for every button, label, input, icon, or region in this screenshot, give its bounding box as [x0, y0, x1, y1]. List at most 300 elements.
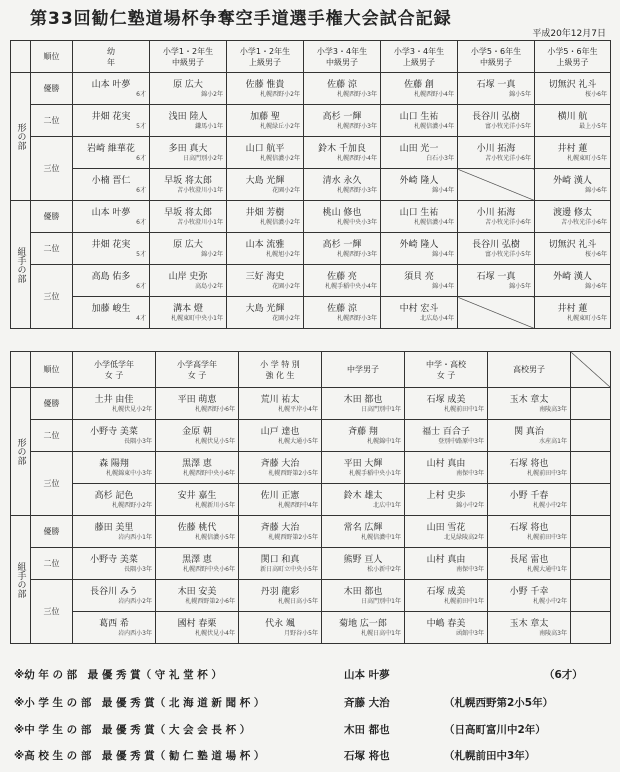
competitor-name: 原 広大 — [173, 79, 203, 90]
entry-cell — [381, 169, 458, 201]
competitor-name: 黒澤 恵 — [182, 458, 212, 469]
entry-cell — [458, 137, 535, 169]
competitor-school: 札幌錦中1年 — [367, 437, 401, 445]
competitor-name: 横川 航 — [557, 111, 588, 122]
competitor-name: 小野 千幸 — [509, 586, 549, 597]
category-header — [239, 352, 322, 388]
competitor-school: 長隅小3年 — [124, 565, 152, 573]
entry-cell — [150, 169, 227, 201]
entry-cell — [73, 233, 150, 265]
entry-cell — [156, 452, 239, 484]
competitor-name: 藤田 美里 — [94, 522, 134, 533]
competitor-name: 丹羽 龍彩 — [260, 586, 300, 597]
competitor-school: 札幌前田中3年 — [527, 469, 567, 477]
competitor-school: 錦小6年 — [585, 186, 607, 194]
entry-cell — [381, 201, 458, 233]
competitor-school: 札幌信濃小4年 — [414, 122, 454, 130]
table-row — [11, 265, 611, 297]
competitor-school: 札幌錦東中小3年 — [106, 469, 152, 477]
place-label: 三位 — [31, 265, 73, 329]
entry-cell — [405, 420, 488, 452]
competitor-name: 関口 和真 — [260, 554, 300, 565]
entry-cell — [239, 452, 322, 484]
award-note: （札幌前田中3年） — [444, 750, 536, 762]
competitor-name: 桃山 修也 — [322, 207, 362, 218]
competitor-school: 札幌前田中3年 — [527, 533, 567, 541]
entry-cell — [381, 73, 458, 105]
entry-cell — [156, 484, 239, 516]
competitor-school: 5才 — [136, 122, 146, 130]
entry-cell — [304, 265, 381, 297]
entry-cell — [458, 201, 535, 233]
entry-cell — [535, 297, 611, 329]
competitor-name: 大島 光輝 — [245, 175, 285, 186]
competitor-school: 苫小牧光洋小6年 — [485, 218, 531, 226]
entry-cell — [488, 452, 571, 484]
competitor-school: 札幌大通中1年 — [527, 565, 567, 573]
competitor-name: 石塚 成美 — [426, 394, 466, 405]
competitor-school: 6才 — [136, 186, 146, 194]
award-row-middle-school — [14, 722, 610, 740]
entry-cell — [239, 516, 322, 548]
entry-cell — [322, 548, 405, 580]
competitor-school: 高島小2年 — [195, 282, 223, 290]
competitor-school: 札幌西野中央小6年 — [183, 469, 235, 477]
competitor-school: 札幌信濃小4年 — [414, 218, 454, 226]
competitor-name: 木田 都也 — [343, 586, 383, 597]
competitor-name: 佐藤 創 — [404, 79, 434, 90]
competitor-name: 菊地 広一郎 — [339, 618, 387, 629]
place-label: 二位 — [31, 105, 73, 137]
competitor-name: 平田 大輝 — [343, 458, 383, 469]
competitor-school: 札幌信濃小5年 — [195, 533, 235, 541]
competitor-name: 山岸 史弥 — [168, 271, 208, 282]
entry-cell — [322, 516, 405, 548]
place-label: 優勝 — [31, 516, 73, 548]
competitor-school: 鎌馬小1年 — [195, 122, 223, 130]
division-label: 組手の部 — [11, 201, 31, 329]
place-label: 優勝 — [31, 73, 73, 105]
table-row — [11, 137, 611, 169]
competitor-name: 中嶋 春美 — [426, 618, 466, 629]
category-class: 上級男子 — [556, 57, 589, 67]
competitor-school: 札幌手稲中央小4年 — [325, 282, 377, 290]
competitor-name: 熊野 亘人 — [343, 554, 383, 565]
competitor-name: 山本 叶夢 — [91, 79, 131, 90]
category-header — [304, 41, 381, 73]
entry-cell — [535, 137, 611, 169]
competitor-school: 錦小2年 — [201, 250, 223, 258]
category-class: 中級男子 — [480, 57, 512, 67]
competitor-school: 札幌信濃小2年 — [260, 154, 300, 162]
entry-cell — [405, 580, 488, 612]
competitor-name: 外崎 漢人 — [553, 175, 592, 186]
competitor-name: 佐藤 涼 — [327, 303, 357, 314]
entry-cell — [458, 233, 535, 265]
entry-cell — [73, 297, 150, 329]
competitor-name: 溝本 燈 — [173, 303, 203, 314]
competitor-name: 長谷川 弘樹 — [472, 239, 520, 250]
entry-cell — [322, 452, 405, 484]
entry-cell — [73, 388, 156, 420]
division-label: 組手の部 — [11, 516, 31, 644]
competitor-name: 山村 真由 — [426, 554, 466, 565]
competitor-school: 札幌伏見小5年 — [195, 437, 235, 445]
competitor-name: 佐川 正憲 — [260, 490, 300, 501]
competitor-name: 小野寺 美菜 — [90, 426, 138, 437]
competitor-school: 新日高町立中央小5年 — [260, 565, 318, 573]
entry-cell — [535, 233, 611, 265]
competitor-school: 錦小5年 — [509, 90, 531, 98]
competitor-school: 札幌東町小5年 — [567, 314, 607, 322]
competitor-name: 玉木 章太 — [509, 394, 549, 405]
competitor-school: 札幌小中2年 — [533, 501, 567, 509]
competitor-name: 山田 光一 — [399, 143, 439, 154]
table-row — [11, 169, 611, 201]
entry-cell — [322, 484, 405, 516]
competitor-name: 佐藤 桃代 — [177, 522, 217, 533]
table-row — [11, 452, 611, 484]
category-name: 中学男子 — [347, 365, 379, 374]
competitor-school: 札幌西野中4年 — [278, 501, 318, 509]
competitor-school: 日高門別中1年 — [361, 597, 401, 605]
category-class: 年 — [107, 57, 115, 67]
entry-cell — [405, 548, 488, 580]
category-header — [73, 352, 156, 388]
category-header — [458, 41, 535, 73]
competitor-school: 最上小5年 — [579, 122, 607, 130]
entry-cell — [458, 105, 535, 137]
table-row — [11, 201, 611, 233]
competitor-school: 札幌伏見小4年 — [195, 629, 235, 637]
competitor-name: 加藤 聖 — [250, 111, 280, 122]
competitor-name: 玉木 章太 — [509, 618, 549, 629]
competitor-name: 石塚 一真 — [476, 79, 516, 90]
entry-cell — [73, 612, 156, 644]
competitor-school: 岩内西小1年 — [118, 533, 152, 541]
table-row — [11, 73, 611, 105]
category-header — [488, 352, 571, 388]
entry-cell — [304, 105, 381, 137]
entry-cell — [304, 137, 381, 169]
competitor-school: 札幌平岸小4年 — [278, 405, 318, 413]
competitor-school: 富小牧光洋小5年 — [485, 122, 531, 130]
competitor-name: 黒澤 恵 — [182, 554, 212, 565]
competitor-name: 斉藤 大治 — [260, 522, 300, 533]
competitor-school: 花園小2年 — [272, 282, 300, 290]
competitor-school: 日高門別中1年 — [361, 405, 401, 413]
entry-cell — [488, 580, 571, 612]
spare-cell — [571, 516, 611, 548]
competitor-school: 月野谷小5年 — [284, 629, 318, 637]
category-class: 中級男子 — [326, 57, 358, 67]
entry-cell — [73, 73, 150, 105]
competitor-name: 鈴木 雄太 — [343, 490, 383, 501]
entry-cell — [150, 297, 227, 329]
competitor-name: 小楠 晋仁 — [91, 175, 131, 186]
competitor-school: 5才 — [136, 250, 146, 258]
entry-cell — [488, 420, 571, 452]
empty-header-cell — [571, 352, 611, 388]
entry-cell — [239, 548, 322, 580]
competitor-name: 大島 光輝 — [245, 303, 285, 314]
place-label: 優勝 — [31, 388, 73, 420]
entry-cell — [227, 137, 304, 169]
competitor-name: 木田 都也 — [343, 394, 383, 405]
entry-cell — [73, 105, 150, 137]
competitor-school: 苫小牧光洋小6年 — [561, 218, 607, 226]
competitor-school: 錦小5年 — [509, 282, 531, 290]
competitor-school: 札幌西野小2年 — [112, 501, 152, 509]
competitor-school: 長隅小3年 — [124, 437, 152, 445]
competitor-school: 札幌西野小3年 — [337, 122, 377, 130]
table-row — [11, 484, 611, 516]
category-name: 幼 — [107, 46, 115, 56]
place-label: 優勝 — [31, 201, 73, 233]
competitor-school: 札幌西野第2小6年 — [185, 597, 235, 605]
table-row — [11, 612, 611, 644]
entry-cell — [535, 201, 611, 233]
competitor-school: 南保中3年 — [456, 565, 484, 573]
competitor-name: 三好 海史 — [245, 271, 285, 282]
category-class: 中級男子 — [172, 57, 204, 67]
competitor-school: 桜小6年 — [585, 250, 607, 258]
competitor-school: 北見緑陵高2年 — [444, 533, 484, 541]
header-row — [11, 352, 611, 388]
competitor-name: 高島 佑多 — [91, 271, 131, 282]
competitor-school: 6才 — [136, 218, 146, 226]
entry-cell — [405, 516, 488, 548]
category-header — [156, 352, 239, 388]
place-header: 順位 — [31, 41, 73, 73]
entry-cell — [73, 484, 156, 516]
entry-cell — [304, 73, 381, 105]
division-header-cell — [11, 352, 31, 388]
competitor-school: 松小新中2年 — [367, 565, 401, 573]
category-name: 小学5・6年生 — [470, 46, 522, 56]
competitor-school: 札幌西野中央小6年 — [183, 565, 235, 573]
entry-cell — [150, 265, 227, 297]
competitor-school: 錦小中2年 — [456, 501, 484, 509]
award-label: ※高 校 生 の 部 最 優 秀 賞（ 勧 仁 塾 道 場 杯 ） — [14, 750, 265, 762]
competitor-school: 6才 — [136, 282, 146, 290]
entry-cell — [156, 420, 239, 452]
competitor-school: 札幌日高中1年 — [361, 629, 401, 637]
competitor-name: 外崎 漢人 — [553, 271, 592, 282]
category-header — [150, 41, 227, 73]
competitor-school: 札幌新川小5年 — [195, 501, 235, 509]
place-label: 二位 — [31, 548, 73, 580]
competitor-name: 切無沢 礼斗 — [548, 239, 597, 250]
competitor-name: 加藤 峻生 — [91, 303, 131, 314]
spare-cell — [571, 612, 611, 644]
competitor-name: 浅田 陸人 — [168, 111, 208, 122]
competitor-name: 石塚 将也 — [509, 458, 549, 469]
entry-cell — [304, 201, 381, 233]
competitor-name: 外崎 隆人 — [399, 239, 439, 250]
category-name: 小学3・4年生 — [316, 46, 368, 56]
entry-cell — [381, 137, 458, 169]
competitor-school: 札幌中央小3年 — [337, 218, 377, 226]
competitor-school: 北広島小4年 — [420, 314, 454, 322]
entry-cell — [535, 169, 611, 201]
competitor-school: 札幌西野小3年 — [337, 90, 377, 98]
table-row — [11, 580, 611, 612]
table-row — [11, 105, 611, 137]
competitor-school: 花園小2年 — [272, 186, 300, 194]
category-header — [73, 41, 150, 73]
category-header — [381, 41, 458, 73]
competitor-name: 岩崎 維華花 — [87, 143, 135, 154]
table-row — [11, 548, 611, 580]
competitor-school: 札幌伏見小2年 — [112, 405, 152, 413]
table-row — [11, 516, 611, 548]
competitor-name: 切無沢 礼斗 — [548, 79, 597, 90]
competitor-school: 富小牧光洋小5年 — [485, 250, 531, 258]
event-date: 平成20年12月7日 — [532, 29, 606, 39]
competitor-name: 鈴木 千加良 — [318, 143, 366, 154]
category-name: 小学3・4年生 — [393, 46, 445, 56]
entry-cell — [381, 265, 458, 297]
competitor-school: 錦小2年 — [201, 90, 223, 98]
table-row — [11, 233, 611, 265]
entry-cell — [304, 169, 381, 201]
entry-cell — [73, 265, 150, 297]
award-row-kindergarten — [14, 667, 610, 685]
competitor-school: 札幌西野小2年 — [260, 90, 300, 98]
competitor-school: 札幌大通小5年 — [278, 437, 318, 445]
competitor-name: 井畑 芳樹 — [245, 207, 285, 218]
entry-cell — [156, 388, 239, 420]
competitor-name: 清水 永久 — [322, 175, 362, 186]
competitor-school: 岩内西小2年 — [118, 597, 152, 605]
competitor-name: 佐藤 惟貴 — [245, 79, 285, 90]
spare-cell — [571, 484, 611, 516]
entry-cell — [73, 420, 156, 452]
category-name: 小学1・2年生 — [162, 46, 214, 56]
entry-cell — [227, 297, 304, 329]
competitor-name: 金原 朝 — [182, 426, 212, 437]
results-table-secondary — [10, 351, 611, 644]
competitor-name: 山本 流雅 — [245, 239, 285, 250]
competitor-name: 山本 叶夢 — [91, 207, 131, 218]
competitor-name: 木田 安美 — [177, 586, 217, 597]
competitor-school: 桜小6年 — [585, 90, 607, 98]
entry-cell — [73, 137, 150, 169]
competitor-name: 井畑 花実 — [91, 239, 131, 250]
competitor-name: 原 広大 — [173, 239, 203, 250]
entry-cell — [458, 265, 535, 297]
competitor-school: 花園小2年 — [272, 314, 300, 322]
entry-cell — [488, 484, 571, 516]
competitor-name: 斉藤 大治 — [260, 458, 300, 469]
competitor-school: 苫小牧澄川小1年 — [177, 186, 223, 194]
award-row-elementary — [14, 695, 610, 713]
competitor-school: 岩内西小3年 — [118, 629, 152, 637]
entry-cell — [488, 548, 571, 580]
category-header — [405, 352, 488, 388]
entry-cell — [239, 484, 322, 516]
competitor-school: 札幌東町中央小1年 — [171, 314, 223, 322]
competitor-name: 石塚 成美 — [426, 586, 466, 597]
entry-cell — [156, 548, 239, 580]
entry-cell — [156, 612, 239, 644]
competitor-school: 札幌前田中1年 — [444, 597, 484, 605]
competitor-name: 森 陽翔 — [99, 458, 129, 469]
competitor-name: 安井 嘉生 — [177, 490, 217, 501]
competitor-name: 小野 千春 — [509, 490, 549, 501]
division-label: 形の部 — [11, 73, 31, 201]
entry-cell — [227, 73, 304, 105]
competitor-name: 佐藤 亮 — [327, 271, 357, 282]
competitor-school: 札幌西野第2小5年 — [268, 469, 318, 477]
entry-cell — [322, 388, 405, 420]
category-name: 小学高学年 — [177, 359, 217, 369]
competitor-name: 上村 史歩 — [426, 490, 466, 501]
competitor-school: 札幌信濃中1年 — [361, 533, 401, 541]
competitor-name: 小川 拓海 — [476, 143, 516, 154]
place-label: 二位 — [31, 420, 73, 452]
table-row — [11, 388, 611, 420]
place-label: 三位 — [31, 452, 73, 516]
category-header — [535, 41, 611, 73]
competitor-name: 石塚 一真 — [476, 271, 516, 282]
entry-cell — [405, 388, 488, 420]
competitor-name: 早坂 将太郎 — [164, 175, 212, 186]
page-title: 第33回勧仁塾道場杯争奪空手道選手権大会試合記録 — [30, 9, 452, 29]
competitor-name: 多田 真大 — [168, 143, 208, 154]
entry-cell — [239, 580, 322, 612]
competitor-name: 関 真治 — [514, 426, 544, 437]
entry-cell — [239, 420, 322, 452]
competitor-name: 代永 颯 — [265, 618, 295, 629]
competitor-school: 4才 — [136, 314, 146, 322]
category-name: 小 学 特 別 — [260, 359, 300, 369]
spare-cell — [571, 420, 611, 452]
entry-cell — [227, 105, 304, 137]
competitor-name: 高杉 一輝 — [322, 111, 362, 122]
competitor-name: 長谷川 みう — [90, 586, 138, 597]
competitor-school: 札幌西野小3年 — [337, 186, 377, 194]
entry-cell — [488, 612, 571, 644]
competitor-school: 札幌小中2年 — [533, 597, 567, 605]
entry-cell — [227, 233, 304, 265]
competitor-name: 常名 広輝 — [343, 522, 383, 533]
division-header-cell — [11, 41, 31, 73]
competitor-name: 福士 百合子 — [422, 426, 470, 437]
division-label: 形の部 — [11, 388, 31, 516]
competitor-name: 高杉 一輝 — [322, 239, 362, 250]
entry-cell — [73, 548, 156, 580]
place-label: 二位 — [31, 233, 73, 265]
competitor-name: 須貝 亮 — [404, 271, 434, 282]
competitor-school: 白石小3年 — [426, 154, 454, 162]
competitor-name: 井村 蓮 — [557, 143, 588, 154]
entry-cell — [73, 201, 150, 233]
competitor-school: 南陵高3年 — [539, 405, 567, 413]
competitor-name: 土井 由佳 — [94, 394, 134, 405]
competitor-school: 札幌西野小6年 — [195, 405, 235, 413]
competitor-school: 錦小6年 — [585, 282, 607, 290]
competitor-school: 札幌西野第2小5年 — [268, 533, 318, 541]
competitor-name: 國村 春栗 — [177, 618, 217, 629]
entry-cell — [73, 580, 156, 612]
competitor-school: 札幌前田中1年 — [444, 405, 484, 413]
competitor-school: 札幌緑丘小2年 — [260, 122, 300, 130]
category-class: 上級男子 — [249, 57, 281, 67]
entry-cell — [227, 265, 304, 297]
entry-cell — [405, 484, 488, 516]
